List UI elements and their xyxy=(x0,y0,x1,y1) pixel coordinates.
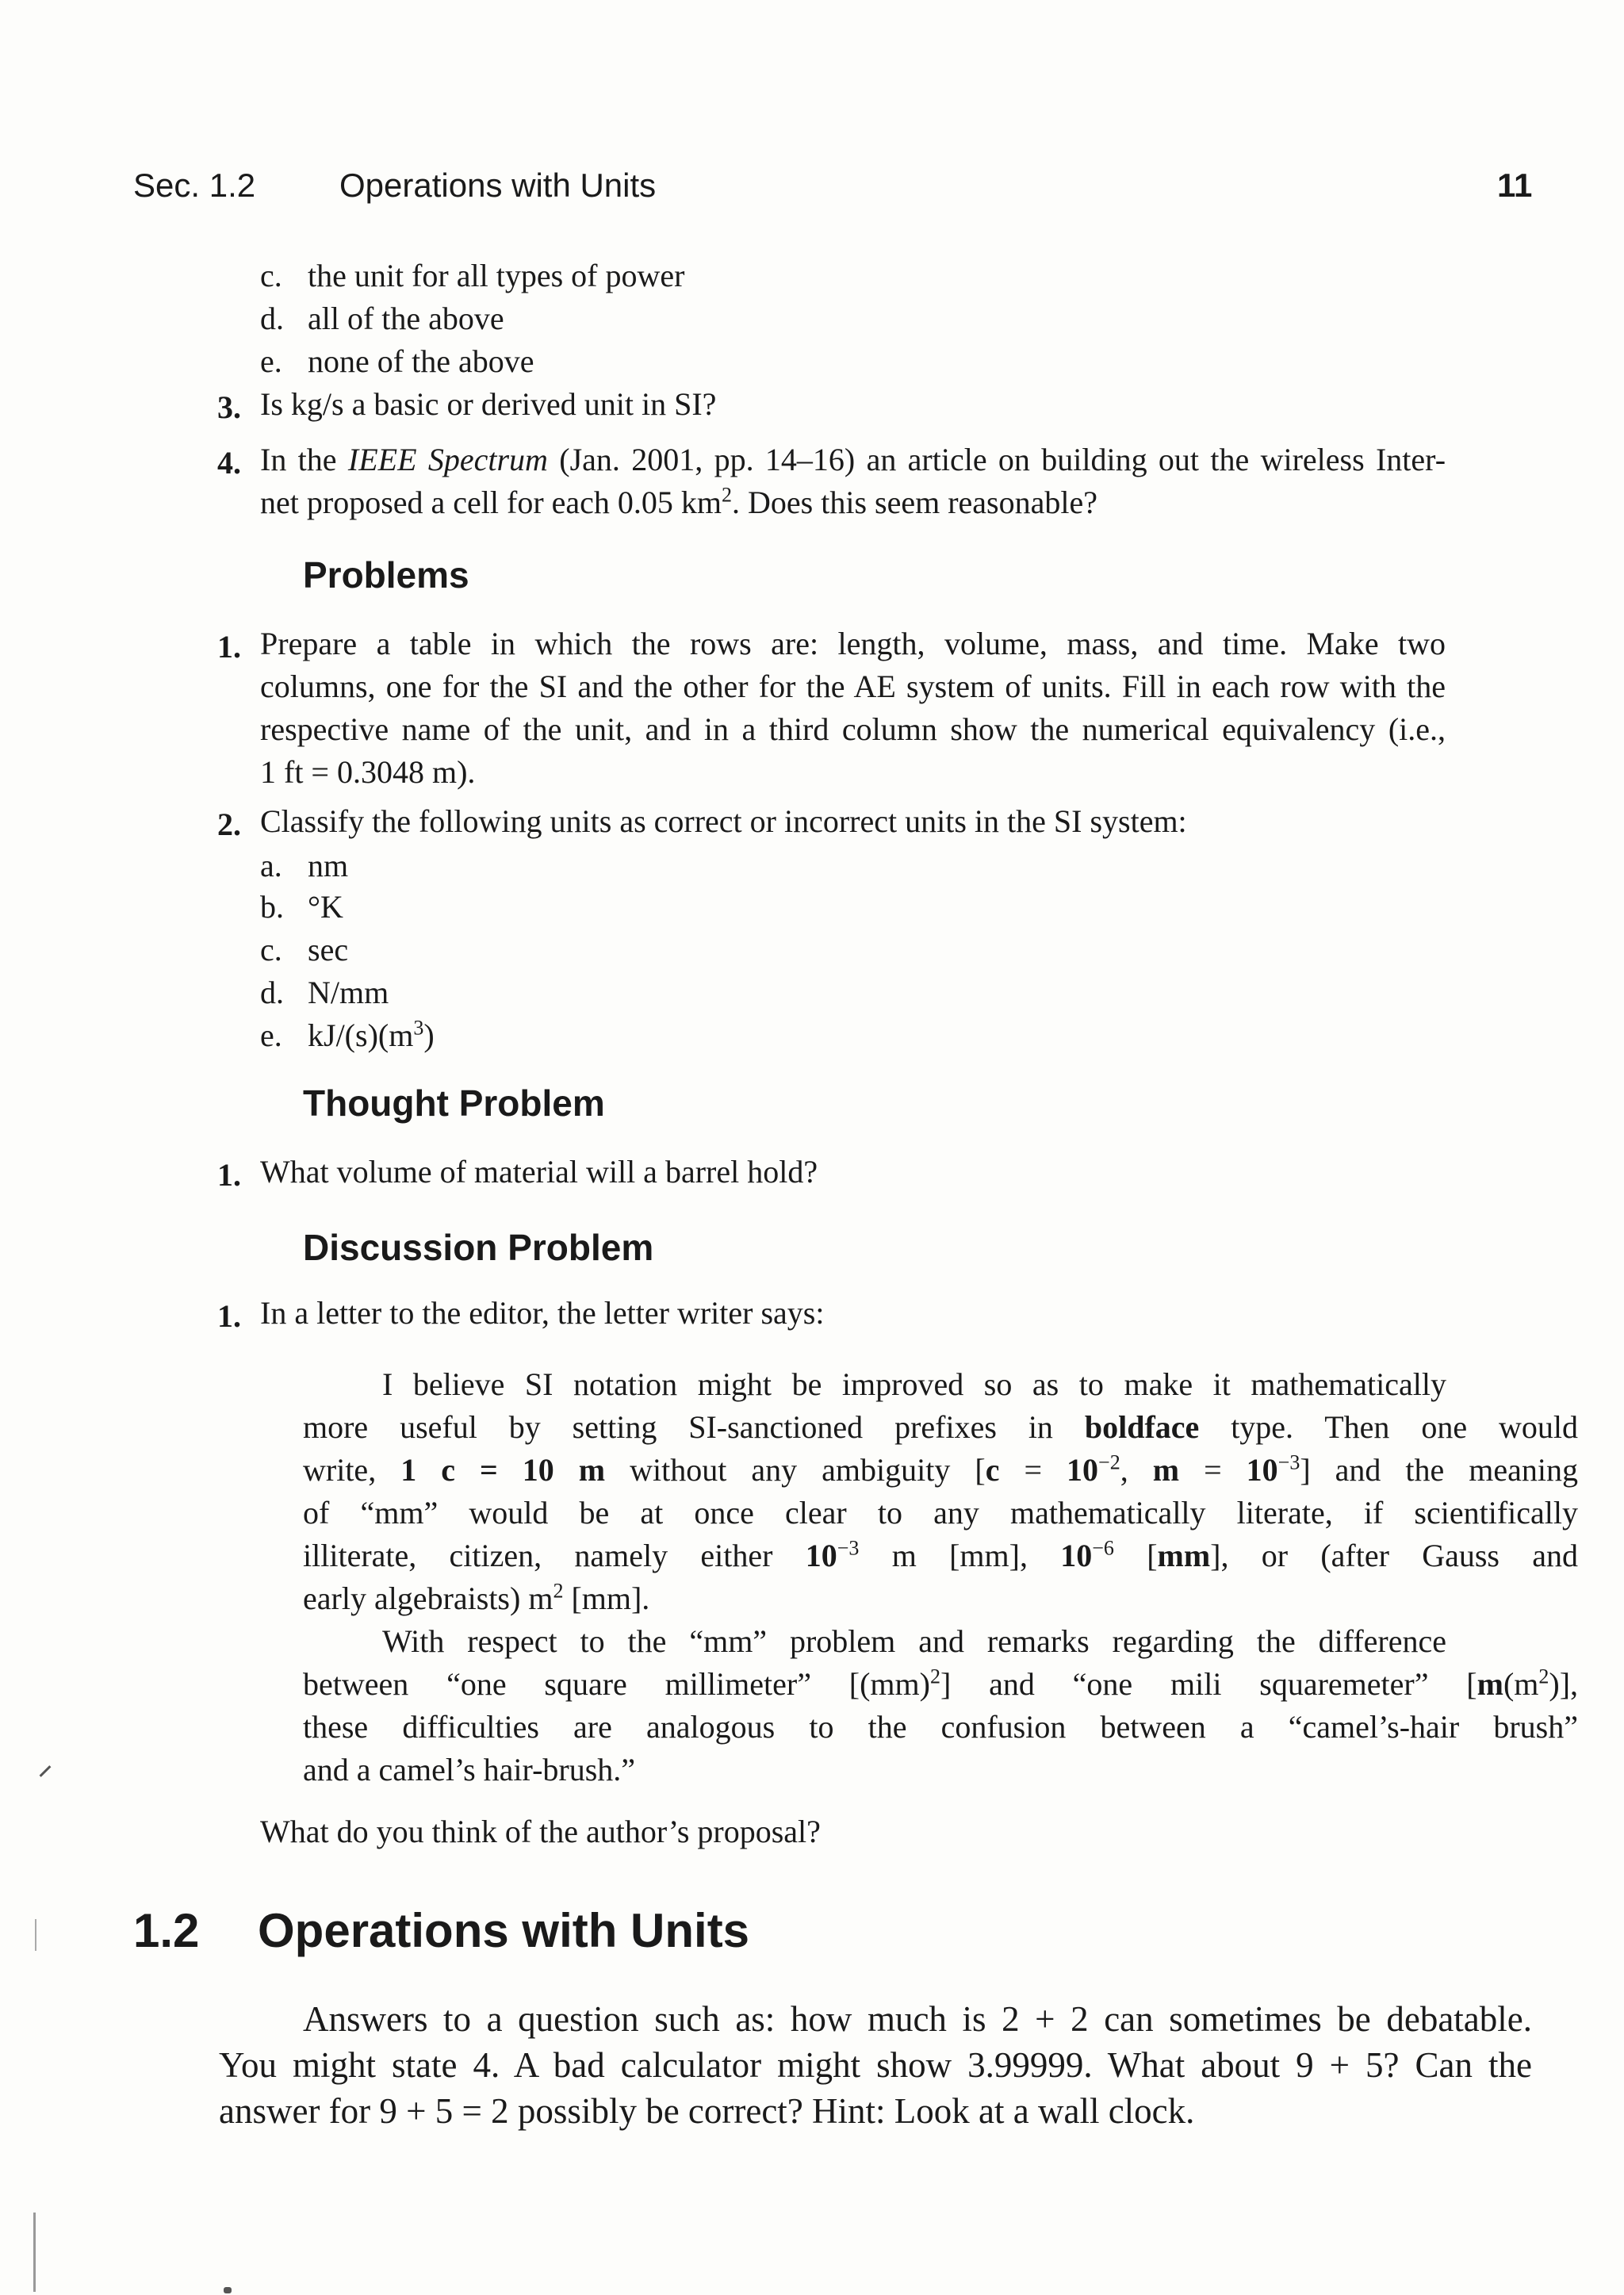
running-header-section: Sec. 1.2 xyxy=(133,167,256,204)
scan-artifact xyxy=(224,2287,232,2293)
quote-line: I believe SI notation might be improved so as to make it mathematically xyxy=(382,1366,1446,1402)
problem-option-text: N/mm xyxy=(308,975,389,1010)
problem-option-label: d. xyxy=(260,975,284,1010)
question-option-text: none of the above xyxy=(308,343,534,379)
problem-option-label: b. xyxy=(260,889,284,925)
problem-text: Classify the following units as correct or incorrect units in the SI system: xyxy=(260,803,1187,839)
problems-heading: Problems xyxy=(303,554,469,596)
question-text: Is kg/s a basic or derived unit in SI? xyxy=(260,386,717,422)
quote-line: write, 1 c = 10 m without any ambiguity [$c = 10^{-2}$, $m = 10^{-3}$] and the meaning xyxy=(303,1450,1579,1488)
running-header-title: Operations with Units xyxy=(339,167,657,204)
question-option-label: d. xyxy=(260,301,284,336)
problem-line: columns, one for the SI and the other for the AE system of units. Fill in each row with the xyxy=(260,669,1446,704)
quote-line: early algebraists) $m^2$ [mm]. xyxy=(303,1579,650,1616)
section-title: Operations with Units xyxy=(258,1904,750,1957)
quote-line: illiterate, citizen, namely either $10^{-3}$ m [mm], $10^{-6}$ [mm], or (after Gauss and xyxy=(303,1536,1579,1573)
quote-line: between “one square millimeter” [(mm)$^2$] and “one mili squaremeter” $[m(m^2)]$, xyxy=(303,1665,1579,1702)
scan-artifact xyxy=(40,1765,52,1777)
discussion-question: What do you think of the author’s proposal? xyxy=(260,1814,821,1849)
section-paragraph-line: Answers to a question such as: how much is 2 + 2 can sometimes be debatable. xyxy=(303,1999,1532,2039)
problem-text: In a letter to the editor, the letter writer says: xyxy=(260,1295,825,1331)
quote-line: more useful by setting SI-sanctioned prefixes in boldface type. Then one would xyxy=(303,1409,1578,1445)
question-4-line: In the IEEE Spectrum (Jan. 2001, pp. 14–16) an article on building out the wireless Inter- xyxy=(260,442,1446,477)
problem-option-text: °K xyxy=(308,889,343,925)
question-option-text: all of the above xyxy=(308,301,504,336)
problem-number: 1. xyxy=(217,629,241,665)
question-option-text: the unit for all types of power xyxy=(308,258,685,293)
quote-line: With respect to the “mm” problem and remarks regarding the difference xyxy=(382,1623,1446,1659)
thought-problem-heading: Thought Problem xyxy=(303,1082,605,1124)
problem-line: respective name of the unit, and in a third column show the numerical equivalency (i.e., xyxy=(260,711,1446,747)
problem-option-label: a. xyxy=(260,848,282,883)
question-option-label: e. xyxy=(260,343,282,379)
problem-number: 2. xyxy=(217,807,241,842)
problem-option-text: $kJ/(s)(m^3)$ xyxy=(308,1016,435,1053)
problem-option-text: sec xyxy=(308,932,349,967)
scan-artifact xyxy=(33,2213,36,2292)
scan-artifact xyxy=(35,1919,36,1951)
section-paragraph-line: answer for 9 + 5 = 2 possibly be correct? Hint: Look at a wall clock. xyxy=(219,2091,1195,2131)
problem-number: 1. xyxy=(217,1157,241,1193)
quote-line: and a camel’s hair-brush.” xyxy=(303,1752,636,1787)
problem-line: Prepare a table in which the rows are: length, volume, mass, and time. Make two xyxy=(260,626,1446,661)
quote-line: of “mm” would be at once clear to any mathematically literate, if scientifically xyxy=(303,1495,1578,1531)
discussion-problem-heading: Discussion Problem xyxy=(303,1227,654,1268)
question-number: 3. xyxy=(217,389,241,425)
problem-number: 1. xyxy=(217,1298,241,1334)
page-number: 11 xyxy=(1497,167,1533,204)
problem-option-label: c. xyxy=(260,932,282,967)
question-number: 4. xyxy=(217,445,241,481)
problem-option-text: nm xyxy=(308,848,349,883)
quote-line: these difficulties are analogous to the confusion between a “camel’s-hair brush” xyxy=(303,1709,1578,1745)
problem-line: 1 ft = 0.3048 m). xyxy=(260,754,476,790)
question-4-line: net proposed a cell for each 0.05 $km^2$. Does this seem reasonable? xyxy=(260,483,1097,520)
problem-text: What volume of material will a barrel hold? xyxy=(260,1154,818,1190)
question-option-label: c. xyxy=(260,258,282,293)
problem-option-label: e. xyxy=(260,1017,282,1053)
section-number: 1.2 xyxy=(133,1904,200,1957)
section-paragraph-line: You might state 4. A bad calculator might show 3.99999. What about 9 + 5? Can the xyxy=(219,2045,1532,2085)
